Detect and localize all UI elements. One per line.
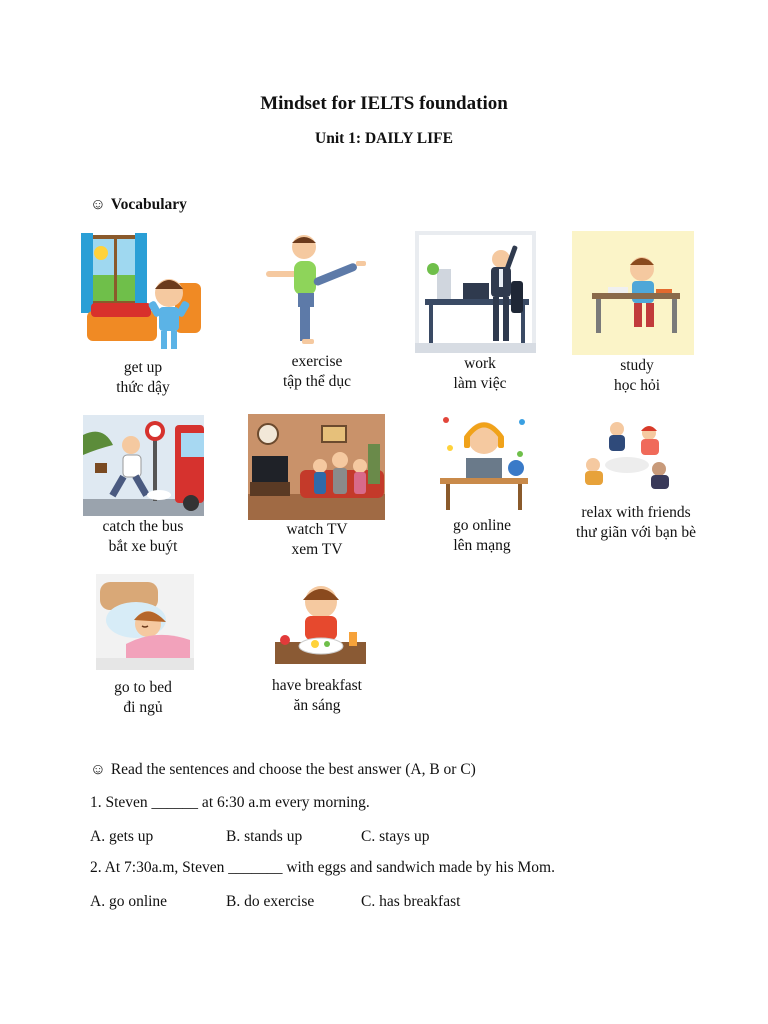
vocab-english: have breakfast xyxy=(272,677,362,694)
vocab-vietnamese: thức dậy xyxy=(116,379,170,396)
vocab-english: relax with friends xyxy=(581,504,691,521)
unit-title: Unit 1: DAILY LIFE xyxy=(315,130,453,147)
get-up-illustration xyxy=(81,231,205,356)
vocab-caption-study xyxy=(575,356,699,396)
watch-tv-illustration xyxy=(248,414,385,520)
vocab-vietnamese: làm việc xyxy=(453,375,507,392)
vocab-english: go online xyxy=(452,517,512,534)
go-online-illustration xyxy=(436,408,532,518)
vocab-caption-go-to-bed xyxy=(83,678,203,718)
vocab-vietnamese: tập thể dục xyxy=(282,373,351,390)
vocab-vietnamese: xem TV xyxy=(291,541,343,558)
vocab-caption-get-up xyxy=(83,358,203,398)
exercise-instruction-text: Read the sentences and choose the best answer (A, B or C) xyxy=(110,761,476,778)
vocab-english: exercise xyxy=(291,353,343,370)
vocab-caption-have-breakfast xyxy=(250,676,384,716)
vocab-english: get up xyxy=(123,359,163,376)
vocab-english: study xyxy=(620,357,654,374)
smiley-icon: ☺ xyxy=(90,196,106,213)
vocab-caption-exercise xyxy=(255,352,379,392)
question-1: 1. Steven ______ at 6:30 a.m every morning. xyxy=(90,794,370,811)
vocab-caption-watch-tv xyxy=(255,520,379,560)
vocab-vietnamese: lên mạng xyxy=(453,537,511,554)
relax-with-friends-illustration xyxy=(575,417,680,494)
vocab-vietnamese: thư giãn với bạn bè xyxy=(576,524,696,541)
document-title: Mindset for IELTS foundation xyxy=(260,93,508,114)
vocab-vietnamese: học hỏi xyxy=(613,377,661,394)
vocab-english: go to bed xyxy=(114,679,172,696)
vocab-vietnamese: bắt xe buýt xyxy=(108,538,178,555)
vocab-english: work xyxy=(464,355,496,372)
study-illustration xyxy=(572,231,694,355)
vocabulary-heading-text: Vocabulary xyxy=(110,196,187,213)
vocab-vietnamese: ăn sáng xyxy=(293,697,341,714)
vocabulary-heading xyxy=(90,196,187,214)
question-2-option-c: C. has breakfast xyxy=(361,893,461,910)
work-illustration xyxy=(415,231,536,353)
question-2-option-a: A. go online xyxy=(90,893,168,910)
vocab-english: catch the bus xyxy=(102,518,184,535)
exercise-illustration xyxy=(264,231,368,349)
exercise-instruction xyxy=(90,761,476,779)
vocab-caption-go-online xyxy=(420,516,544,556)
vocab-vietnamese: đi ngủ xyxy=(123,699,163,716)
have-breakfast-illustration xyxy=(273,578,368,669)
vocab-caption-catch-the-bus xyxy=(83,517,203,557)
vocab-caption-relax-with-friends xyxy=(560,503,712,543)
question-1-option-c: C. stays up xyxy=(361,828,430,845)
question-1-option-a: A. gets up xyxy=(90,828,154,845)
question-2: 2. At 7:30a.m, Steven _______ with eggs and sandwich made by his Mom. xyxy=(90,859,555,876)
catch-the-bus-illustration xyxy=(83,415,204,516)
smiley-icon: ☺ xyxy=(90,761,106,778)
vocab-english: watch TV xyxy=(286,521,348,538)
vocab-caption-work xyxy=(418,354,542,394)
question-1-option-b: B. stands up xyxy=(226,828,303,845)
go-to-bed-illustration xyxy=(96,574,194,670)
question-2-option-b: B. do exercise xyxy=(226,893,315,910)
